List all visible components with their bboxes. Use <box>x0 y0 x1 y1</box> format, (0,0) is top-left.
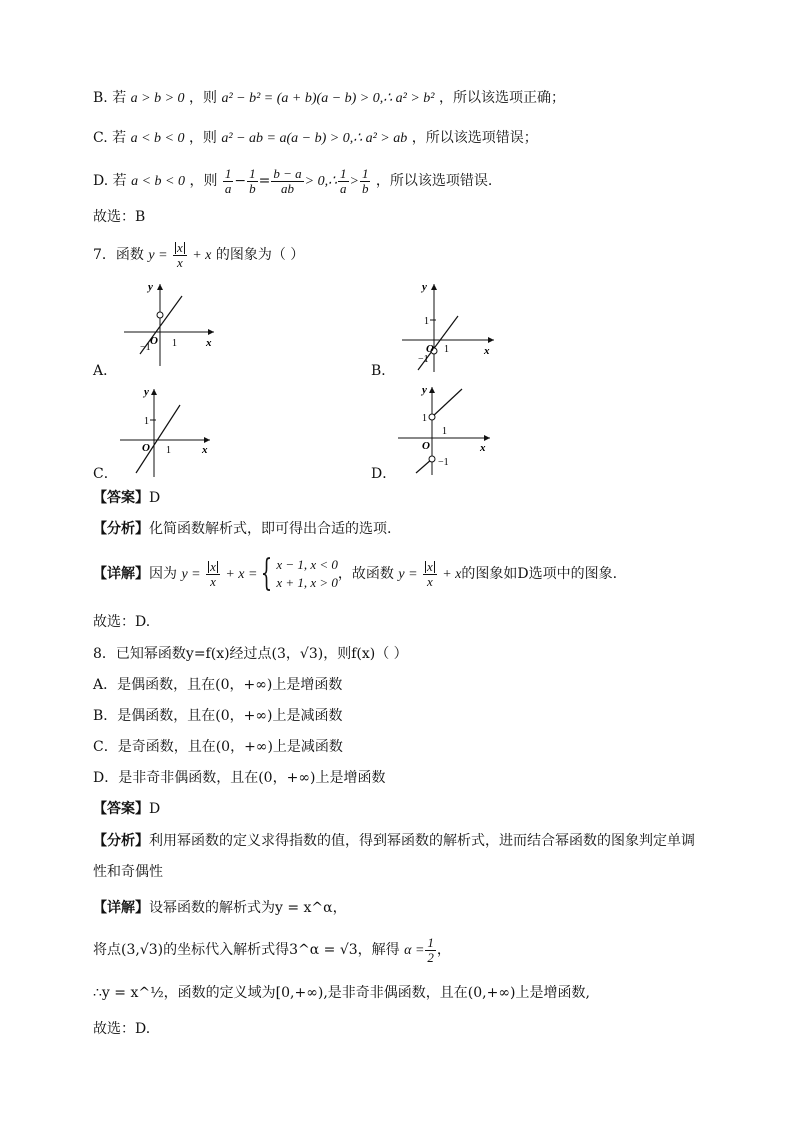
q8-detail: 【详解】设幂函数的解析式为y = x^α， <box>93 900 347 916</box>
q6-option-d: D. 若 a < b < 0 ，则 $\frac{1}{a}$ − $\frac{1}{b}$ = $\frac{b - a}{ab}$ > 0,∴ $\frac{1}{a}$ > $\frac{1}{b}$ ，所以该选项错误. <box>93 165 493 196</box>
q7-detail: 【详解】因为 y = $\frac{x}{x}$ + x = { x − 1, x < 0 x + 1, x > 0 ，故函数 y = $\frac{x}{x}$ + x的图象如D选项中的图象. <box>93 553 618 594</box>
q6-option-b-expr: a² − b² = (a + b)(a − b) > 0,∴ a² > b² <box>221 91 435 106</box>
svg-text:O: O <box>150 335 158 347</box>
q8-analysis: 【分析】利用幂函数的定义求得指数的值，得到幂函数的解析式，进而结合幂函数的图象判定单调 <box>93 833 695 849</box>
svg-text:O: O <box>422 440 430 452</box>
q8-option-b[interactable]: B．是偶函数，且在(0，+∞)上是减函数 <box>93 708 343 724</box>
svg-text:1: 1 <box>166 445 171 456</box>
q7-graph-d <box>396 383 496 478</box>
svg-text:1: 1 <box>172 338 177 349</box>
q7-option-c-label[interactable]: C． <box>93 466 118 482</box>
svg-text:−1: −1 <box>438 457 449 468</box>
svg-text:y: y <box>422 281 427 293</box>
q7-analysis: 【分析】化简函数解析式，即可得出合适的选项. <box>93 521 392 537</box>
q8-option-c[interactable]: C．是奇函数，且在(0，+∞)上是减函数 <box>93 739 343 755</box>
q7-option-a-label[interactable]: A． <box>93 363 118 379</box>
q7-conclusion: 故选：D. <box>93 614 151 630</box>
y-axis-label: y <box>148 281 153 293</box>
q8-option-a[interactable]: A．是偶函数，且在(0，+∞)上是增函数 <box>93 677 343 693</box>
q7-answer: 【答案】D <box>93 490 161 506</box>
q8-answer: 【答案】D <box>93 801 161 817</box>
svg-text:y: y <box>144 386 149 398</box>
q8-analysis-cont: 性和奇偶性 <box>93 864 163 880</box>
svg-text:1: 1 <box>444 344 449 355</box>
q7-stem: 7．函数 y = $\frac{x}{x}$ + x 的图象为（ ） <box>93 239 305 270</box>
q7-graph-a <box>120 280 220 370</box>
q7-graph-b <box>400 280 500 375</box>
q7-option-d-label[interactable]: D． <box>371 466 397 482</box>
svg-text:O: O <box>142 442 150 454</box>
svg-text:−1: −1 <box>140 342 151 353</box>
q7-option-b-label[interactable]: B． <box>371 363 396 379</box>
svg-text:1: 1 <box>442 426 447 437</box>
svg-text:−1: −1 <box>418 354 429 365</box>
q6-option-c: C. 若 a < b < 0 ，则 a² − ab = a(a − b) > 0,∴ a² > ab ，所以该选项错误； <box>93 130 538 146</box>
q8-detail-line2: 将点(3,√3)的坐标代入解析式得3^α = √3，解得 α = $\frac{1}{2}$ ， <box>93 934 451 965</box>
svg-text:x: x <box>484 345 490 357</box>
svg-text:x: x <box>202 444 208 456</box>
q8-option-d[interactable]: D．是非奇非偶函数，且在(0，+∞)上是增函数 <box>93 770 386 786</box>
svg-text:y: y <box>422 384 427 396</box>
q8-stem: 8．已知幂函数y=f(x)经过点(3，√3)，则f(x)（ ） <box>93 646 408 662</box>
q6-option-b-cond: a > b > 0 <box>130 91 185 106</box>
q6-option-b: B. 若 a > b > 0 ，则 a² − b² = (a + b)(a − b) > 0,∴ a² > b² ，所以该选项正确； <box>93 90 565 106</box>
q6-answer: 故选：B <box>93 209 146 225</box>
svg-text:O: O <box>426 343 434 355</box>
svg-text:1: 1 <box>422 413 427 424</box>
q7-graph-c <box>116 385 216 480</box>
q8-conclusion: 故选：D. <box>93 1021 151 1037</box>
svg-text:1: 1 <box>144 416 149 427</box>
q8-detail-line3: ∴y = x^½，函数的定义域为[0,+∞),是非奇非偶函数，且在(0,+∞)上是增函数, <box>93 985 590 1001</box>
x-axis-label: x <box>206 337 212 349</box>
svg-text:x: x <box>480 442 486 454</box>
svg-text:1: 1 <box>424 316 429 327</box>
